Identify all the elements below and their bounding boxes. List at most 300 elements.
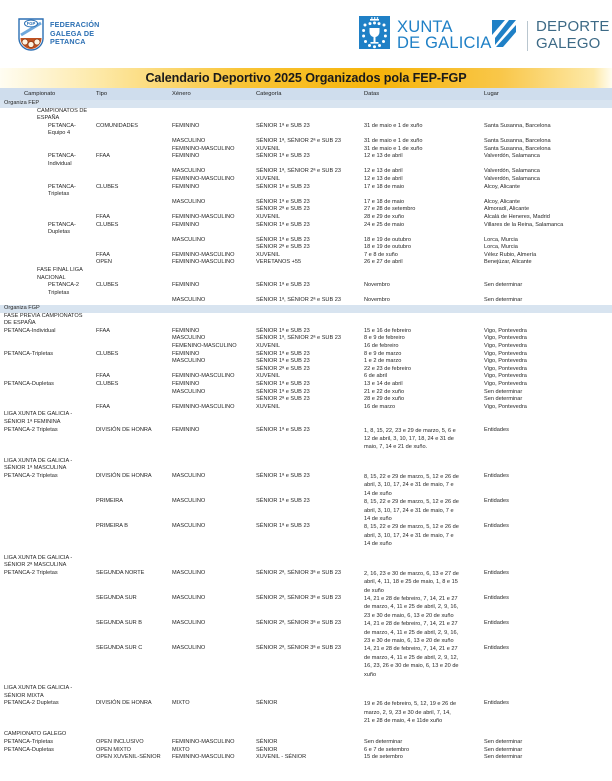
table-head [0, 88, 612, 100]
cell-tipo: CLUBES [96, 183, 119, 190]
cell-campionato [0, 214, 92, 222]
cell-campionato [0, 389, 92, 397]
cell-datas: 15 de setembro [364, 754, 403, 761]
cell-lugar: Entidades [484, 620, 509, 627]
cell-tipo: DIVISIÓN DE HONRA [96, 700, 152, 707]
cell-categor-a: SÉNIOR 1ª, SÉNIOR 2ª e SUB 23 [256, 137, 341, 144]
cell-x-nero: MASCULINO [172, 168, 206, 175]
cell-x-nero: FEMININO-MASCULINO [172, 145, 235, 152]
cell-tipo: FFAA [96, 327, 110, 334]
cell-lugar: Entidades [484, 523, 509, 530]
cell-datas: 1, 8, 15, 22, 23 e 29 de marzo, 5, 6 e 12 de abril, 3, 10, 17, 18, 24 e 31 de maio, 7, 14 e 21 de xuño. [364, 427, 456, 451]
cell-categor-a: SÉNIOR 1ª, SÉNIOR 2ª e SUB 23 [256, 297, 341, 304]
cell-lugar: Sen determinar [484, 746, 523, 753]
cell-datas: 14, 21 e 28 de febreiro, 7, 14, 21 e 27 de marzo, 4, 11 e 25 de abril, 2, 9, 12, 16, 23, 26 e 30 de maio, 6, 13 e 20 de xuño [364, 646, 459, 678]
cell-campionato: CAMPIONATOS DE ESPAÑA [37, 107, 88, 122]
section-title-row [0, 267, 612, 282]
cell-categor-a: SÉNIOR 1ª e SUB 23 [256, 350, 310, 357]
cell-x-nero: FEMININO-MASCULINO [172, 175, 235, 182]
cell-campionato [0, 366, 92, 374]
cell-tipo: PRIMEIRA [96, 498, 124, 505]
cell-lugar: Vigo, Pontevedra [484, 373, 527, 380]
section-title-row [0, 313, 612, 328]
cell-datas: 31 de maio e 1 de xuño [364, 145, 423, 152]
cell-datas: 16 de febreiro [364, 343, 399, 349]
cell-tipo: DIVISIÓN DE HONRA [96, 426, 152, 433]
cell-datas: 1 e 2 de marzo [364, 358, 402, 365]
table-row [0, 153, 612, 168]
cell-x-nero: MASCULINO [172, 137, 206, 144]
cell-datas [360, 411, 480, 426]
cell-x-nero: FEMININO-MASCULINO [172, 373, 235, 380]
cell-tipo [92, 297, 168, 305]
cell-x-nero [168, 313, 252, 328]
cell-tipo: SEGUNDA NORTE [96, 569, 145, 576]
cell-campionato [0, 168, 92, 176]
cell-lugar [480, 100, 612, 108]
cell-tipo: COMUNIDADES [96, 122, 138, 129]
cell-tipo: OPEN INCLUSIVO [96, 739, 144, 746]
cell-tipo [92, 305, 168, 313]
cell-lugar [480, 731, 612, 739]
cell-lugar: Vigo, Pontevedra [484, 335, 527, 342]
cell-campionato [0, 396, 92, 404]
table-row [0, 473, 612, 498]
cell-datas: 19 e 26 de febreiro, 5, 12, 19 e 26 de marzo, 2, 9, 23 e 30 de abril, 7, 14, 21 e 28 de maio, 4 e 11de xuño [364, 701, 457, 725]
cell-tipo: FFAA [96, 251, 110, 258]
cell-campionato: PETANCA-Dupletas [4, 380, 54, 387]
cell-tipo [92, 555, 168, 570]
cell-tipo: SEGUNDA SUR B [96, 620, 143, 627]
cell-categor-a: XUVENIL [256, 145, 280, 152]
cell-datas: 2, 16, 23 e 30 de marzo, 6, 13 e 27 de abril, 4, 11, 18 e 25 de maio, 1, 8 e 15 de xuño [364, 570, 459, 594]
cell-lugar: Entidades [484, 645, 509, 652]
column-header-x-nero: Xénero [168, 88, 252, 100]
cell-datas: 18 e 19 de outubro [364, 244, 411, 251]
cell-lugar: Santa Susanna, Barcelona [484, 137, 551, 144]
cell-campionato [0, 373, 92, 381]
cell-x-nero [168, 555, 252, 570]
cell-campionato: PETANCA-2 Tripletas [4, 426, 58, 433]
cell-tipo [92, 100, 168, 108]
table-row [0, 358, 612, 366]
cell-x-nero [168, 685, 252, 700]
cell-tipo [92, 366, 168, 374]
cell-lugar: Vigo, Pontevedra [484, 380, 527, 387]
cell-campionato [0, 343, 92, 351]
cell-categor-a: XUVENIL [256, 251, 280, 258]
cell-x-nero: MASCULINO [172, 335, 206, 342]
cell-campionato: Organiza FGP [0, 305, 92, 313]
cell-x-nero: MASCULINO [172, 645, 206, 652]
cell-lugar: Almoradí, Alicante [484, 206, 530, 213]
fgp-line-2: GALEGA DE [50, 28, 95, 38]
cell-datas: 21 e 22 de xuño [364, 388, 405, 395]
cell-categor-a: SÉNIOR 1ª e SUB 23 [256, 282, 310, 289]
cell-x-nero [168, 458, 252, 473]
cell-lugar: Vigo, Pontevedra [484, 343, 527, 349]
cell-x-nero [168, 108, 252, 123]
table-row [0, 373, 612, 381]
cell-campionato [0, 244, 92, 252]
cell-x-nero: MASCULINO [172, 198, 206, 205]
table-row [0, 184, 612, 199]
cell-x-nero: FEMININO-MASCULINO [172, 403, 235, 410]
cell-categor-a: SÉNIOR 1ª e SUB 23 [256, 183, 310, 190]
cell-x-nero: MIXTO [172, 746, 190, 753]
table-row [0, 123, 612, 138]
cell-categor-a: XUVENIL [256, 343, 280, 349]
cell-lugar: Santa Susanna, Barcelona [484, 145, 551, 152]
cell-x-nero: FEMININO-MASCULINO [172, 739, 235, 746]
cell-campionato [0, 335, 92, 343]
cell-datas: 31 de maio e 1 de xuño [364, 122, 423, 129]
cell-tipo [92, 313, 168, 328]
cell-datas: 8 e 9 de febreiro [364, 335, 405, 342]
cell-campionato [0, 237, 92, 245]
table-row [0, 427, 612, 452]
cell-x-nero [168, 396, 252, 404]
cell-categor-a: SÉNIOR 2ª e SUB 23 [256, 365, 310, 372]
cell-x-nero: MASCULINO [172, 569, 206, 576]
fgp-line-3: PETANCA [50, 37, 86, 47]
cell-campionato: CAMPIONATO GALEGO [4, 731, 67, 738]
cell-datas: Sen determinar [364, 739, 403, 746]
table-header-row [0, 88, 612, 100]
cell-tipo [92, 237, 168, 245]
page-title: Calendario Deportivo 2025 Organizados pola FEP-FGP [145, 71, 467, 85]
cell-lugar: Sen determinar [484, 754, 523, 761]
cell-x-nero [168, 267, 252, 282]
cell-datas: 8 e 9 de marzo [364, 350, 402, 357]
cell-campionato: PETANCA-Tripletas [48, 183, 76, 198]
cell-lugar: Vigo, Pontevedra [484, 365, 527, 372]
cell-categor-a: SÉNIOR 1ª e SUB 23 [256, 198, 310, 205]
cell-lugar: Sen determinar [484, 388, 523, 395]
cell-tipo: DIVISIÓN DE HONRA [96, 472, 152, 479]
cell-x-nero: MASCULINO [172, 620, 206, 627]
table-row [0, 366, 612, 374]
cell-x-nero: FEMININO [172, 122, 200, 129]
cell-categor-a [252, 731, 360, 739]
table-row [0, 645, 612, 679]
cell-categor-a: SÉNIOR 1ª e SUB 23 [256, 153, 310, 160]
cell-categor-a: SÉNIOR 2ª e SUB 23 [256, 396, 310, 403]
table-row [0, 523, 612, 548]
cell-x-nero: MASCULINO [172, 595, 206, 601]
table-row [0, 747, 612, 755]
cell-datas: 28 e 29 de xuño [364, 213, 405, 220]
cell-campionato [0, 754, 92, 762]
cell-lugar: Vigo, Pontevedra [484, 327, 527, 334]
cell-categor-a [252, 305, 360, 313]
table-row [0, 404, 612, 412]
cell-campionato [0, 199, 92, 207]
cell-categor-a: XUVENIL [256, 403, 280, 410]
cell-datas: 7 e 8 de xuño [364, 251, 398, 258]
cell-x-nero: FEMININO-MASCULINO [172, 213, 235, 220]
cell-categor-a: SÉNIOR 1ª e SUB 23 [256, 327, 310, 334]
cell-datas: 6 e 7 de setembro [364, 746, 410, 753]
cell-datas [360, 305, 480, 313]
table-row [0, 381, 612, 389]
cell-x-nero: FEMININO-MASCULINO [172, 754, 235, 761]
cell-x-nero: FEMININO-MASCULINO [172, 251, 235, 258]
cell-campionato [0, 523, 92, 548]
cell-categor-a [252, 313, 360, 328]
cell-tipo [92, 389, 168, 397]
cell-x-nero: MASCULINO [172, 236, 206, 243]
cell-lugar: Entidades [484, 498, 509, 505]
cell-categor-a: SÉNIOR [256, 700, 278, 707]
cell-x-nero: MASCULINO [172, 388, 206, 395]
organizer-band-row [0, 100, 612, 108]
cell-categor-a: SÉNIOR [256, 739, 278, 746]
cell-tipo [92, 411, 168, 426]
cell-campionato [0, 297, 92, 305]
cell-categor-a: SÉNIOR 1ª e SUB 23 [256, 221, 310, 228]
cell-campionato: PETANCA-Tripletas [4, 350, 54, 357]
table-row [0, 282, 612, 297]
cell-categor-a [252, 267, 360, 282]
cell-datas: 16 de marzo [364, 403, 396, 410]
table-row [0, 335, 612, 343]
logo-header [0, 0, 612, 68]
cell-campionato: PETANCA-Individual [48, 153, 76, 167]
table-row [0, 252, 612, 260]
cell-categor-a [252, 555, 360, 570]
cell-tipo: CLUBES [96, 282, 119, 289]
cell-x-nero: FEMININO [172, 350, 200, 357]
cell-lugar: Entidades [484, 700, 509, 707]
cell-datas [360, 555, 480, 570]
cell-datas: 12 e 13 de abril [364, 175, 403, 182]
cell-categor-a: SÉNIOR 2ª, SÉNIOR 3ª e SUB 23 [256, 595, 341, 601]
cell-campionato: Organiza FEP [0, 100, 92, 108]
cell-tipo: OPEN MIXTO [96, 746, 132, 753]
cell-lugar: Vélez Rubio, Almería [484, 251, 537, 258]
column-header-tipo: Tipo [92, 88, 168, 100]
cell-lugar: Lorca, Murcia [484, 236, 518, 243]
cell-lugar: Valverdón, Salamanca [484, 175, 540, 182]
fgp-logo-text [50, 21, 100, 47]
cell-x-nero [168, 305, 252, 313]
table-row [0, 222, 612, 237]
cell-tipo [92, 244, 168, 252]
cell-tipo [92, 685, 168, 700]
xunta-logo [359, 16, 492, 54]
cell-x-nero: MASCULINO [172, 523, 206, 530]
fgp-line-1: FEDERACIÓN [50, 20, 100, 30]
cell-datas [360, 731, 480, 739]
cell-lugar: Lorca, Murcia [484, 244, 518, 251]
table-body [0, 100, 612, 762]
cell-categor-a: SÉNIOR 1ª e SUB 23 [256, 523, 310, 530]
table-row [0, 700, 612, 725]
cell-campionato: LIGA XUNTA DE GALICIA - SÉNIOR MIXTA [4, 685, 73, 699]
cell-datas: 26 e 27 de abril [364, 259, 403, 266]
deporte-galego-mark-icon [489, 16, 519, 55]
cell-tipo: OPEN XUVENIL-SÉNIOR [96, 754, 161, 761]
section-title-row [0, 685, 612, 700]
cell-lugar: Santa Susanna, Barcelona [484, 122, 551, 129]
xunta-line-2: DE GALICIA [397, 34, 492, 52]
cell-campionato [0, 595, 92, 620]
cell-lugar [480, 458, 612, 473]
cell-lugar [480, 305, 612, 313]
cell-categor-a: SÉNIOR 1ª e SUB 23 [256, 498, 310, 505]
cell-categor-a: VERETANOS +55 [256, 259, 302, 266]
table-row [0, 498, 612, 523]
cell-tipo [92, 206, 168, 214]
cell-campionato: PETANCA-Tripletas [4, 739, 54, 746]
cell-lugar [480, 108, 612, 123]
cell-campionato [0, 138, 92, 146]
cell-campionato [0, 620, 92, 645]
section-title-row [0, 731, 612, 739]
cell-datas: 8, 15, 22 e 29 de marzo, 5, 12 e 26 de abril, 3, 10, 17, 24 e 31 de maio, 7 e 14 de xuño [364, 473, 459, 497]
cell-datas: 17 e 18 de maio [364, 183, 405, 190]
cell-campionato [0, 176, 92, 184]
cell-lugar: Entidades [484, 569, 509, 576]
document-title-bar [0, 68, 612, 88]
column-header-lugar: Lugar [480, 88, 612, 100]
cell-tipo: SEGUNDA SUR [96, 595, 137, 601]
cell-tipo [92, 343, 168, 351]
cell-lugar: Sen determinar [484, 297, 523, 304]
cell-categor-a: SÉNIOR 2ª, SÉNIOR 3ª e SUB 23 [256, 645, 341, 652]
cell-lugar: Valverdón, Salamanca [484, 153, 540, 160]
section-title-row [0, 555, 612, 570]
table-row [0, 754, 612, 762]
cell-tipo [92, 146, 168, 154]
cell-campionato: LIGA XUNTA DE GALICIA - SÉNIOR 1ª MASCULINA [4, 457, 73, 472]
cell-lugar [480, 267, 612, 282]
cell-lugar: Valverdón, Salamanca [484, 168, 540, 175]
cell-lugar: Vigo, Pontevedra [484, 350, 527, 357]
table-row [0, 176, 612, 184]
petanca-shield-icon [17, 17, 45, 51]
cell-categor-a: SÉNIOR 2ª, SÉNIOR 3ª e SUB 23 [256, 569, 341, 576]
cell-datas: 24 e 25 de maio [364, 221, 405, 228]
cell-datas [360, 267, 480, 282]
cell-datas: 6 de abril [364, 373, 388, 380]
table-row [0, 214, 612, 222]
cell-categor-a: SÉNIOR 1ª e SUB 23 [256, 426, 310, 433]
section-title-row [0, 458, 612, 473]
cell-x-nero: FEMININO [172, 282, 200, 289]
column-header-datas: Datas [360, 88, 480, 100]
cell-campionato: LIGA XUNTA DE GALICIA - SÉNIOR 1ª FEMININA [4, 411, 73, 425]
cell-categor-a: XUVENIL [256, 213, 280, 220]
cell-lugar: Alcoy, Alicante [484, 183, 520, 190]
cell-lugar: Entidades [484, 472, 509, 479]
cell-tipo: FFAA [96, 373, 110, 380]
cell-tipo [92, 199, 168, 207]
cell-lugar: Villares de la Reina, Salamanca [484, 221, 564, 228]
cell-x-nero [168, 366, 252, 374]
cell-datas: 14, 21 e 28 de febreiro, 7, 14, 21 e 27 de marzo, 4, 11 e 25 de abril, 2, 9, 16, 23 e 30 de maio, 6, 13 e 20 de xuño [364, 621, 459, 645]
table-row [0, 138, 612, 146]
cell-campionato: PETANCA-Dupletas [48, 221, 76, 236]
cell-datas [360, 685, 480, 700]
cell-tipo [92, 267, 168, 282]
table-row [0, 206, 612, 214]
cell-categor-a [252, 100, 360, 108]
xunta-crest-icon [359, 16, 390, 54]
cell-campionato: PETANCA-2 Dupletas [4, 700, 59, 707]
cell-tipo: PRIMEIRA B [96, 523, 129, 530]
cell-datas: 14, 21 e 28 de febreiro, 7, 14, 21 e 27 de marzo, 4, 11 e 25 de abril, 2, 9, 16, 23 e 30 de maio, 6, 13 e 20 de xuño [364, 596, 459, 619]
cell-datas: 22 e 23 de febreiro [364, 365, 411, 372]
cell-lugar: Alcoy, Alicante [484, 198, 520, 205]
cell-campionato [0, 645, 92, 679]
cell-tipo [92, 358, 168, 366]
cell-campionato: PETANCA-Individual [4, 327, 56, 334]
cell-datas: 12 e 13 de abril [364, 168, 403, 175]
cell-categor-a: SÉNIOR [256, 746, 278, 753]
cell-tipo [92, 168, 168, 176]
xunta-line-1: XUNTA [397, 17, 453, 36]
cell-datas: 31 de maio e 1 de xuño [364, 137, 423, 144]
cell-categor-a [252, 411, 360, 426]
cell-campionato: PETANCA-2 Tripletas [4, 569, 58, 576]
cell-x-nero [168, 411, 252, 426]
cell-tipo [92, 731, 168, 739]
cell-tipo [92, 396, 168, 404]
deporte-line-2: GALEGO [536, 34, 601, 52]
cell-campionato [0, 404, 92, 412]
section-title-row [0, 411, 612, 426]
cell-categor-a: XUVENIL [256, 373, 280, 380]
cell-categor-a [252, 685, 360, 700]
column-header-campionato: Campionato [0, 88, 92, 100]
cell-x-nero: FEMININO [172, 183, 200, 190]
cell-lugar: Entidades [484, 426, 509, 433]
cell-campionato: PETANCA-2 Tripletas [4, 472, 58, 479]
cell-campionato [0, 252, 92, 260]
section-title-row [0, 108, 612, 123]
cell-tipo [92, 176, 168, 184]
cell-campionato: FASE PREVIA CAMPIONATOS DE ESPAÑA [4, 312, 83, 327]
cell-campionato [0, 206, 92, 214]
cell-datas: Novembro [364, 297, 390, 304]
cell-x-nero: FEMININO-MASCULINO [172, 259, 235, 266]
cell-x-nero: MASCULINO [172, 297, 206, 304]
cell-lugar: Sen determinar [484, 739, 523, 746]
cell-campionato: LIGA XUNTA DE GALICIA - SÉNIOR 2ª MASCULINA [4, 554, 73, 569]
cell-tipo: CLUBES [96, 350, 119, 357]
deporte-line-1: DEPORTE [536, 18, 610, 35]
cell-datas: 18 e 19 de outubro [364, 236, 411, 243]
table-row [0, 739, 612, 747]
cell-categor-a: SÉNIOR 2ª, SÉNIOR 3ª e SUB 23 [256, 620, 341, 627]
cell-datas [360, 458, 480, 473]
cell-campionato [0, 498, 92, 523]
cell-datas: 8, 15, 22 e 29 de marzo, 5, 12 e 26 de abril, 3, 10, 17, 24 e 31 de maio, 7 e 14 de xuño [364, 499, 459, 522]
cell-categor-a: SÉNIOR 2ª e SUB 23 [256, 206, 310, 213]
cell-lugar [480, 313, 612, 328]
deporte-galego-logo [489, 16, 610, 55]
cell-campionato [0, 259, 92, 267]
cell-lugar: Entidades [484, 595, 509, 601]
table-row [0, 396, 612, 404]
table-row [0, 297, 612, 305]
cell-categor-a: SÉNIOR 1ª e SUB 23 [256, 380, 310, 387]
cell-categor-a: SÉNIOR 1ª e SUB 23 [256, 388, 310, 395]
cell-x-nero: FEMININO [172, 153, 200, 160]
cell-categor-a [252, 108, 360, 123]
